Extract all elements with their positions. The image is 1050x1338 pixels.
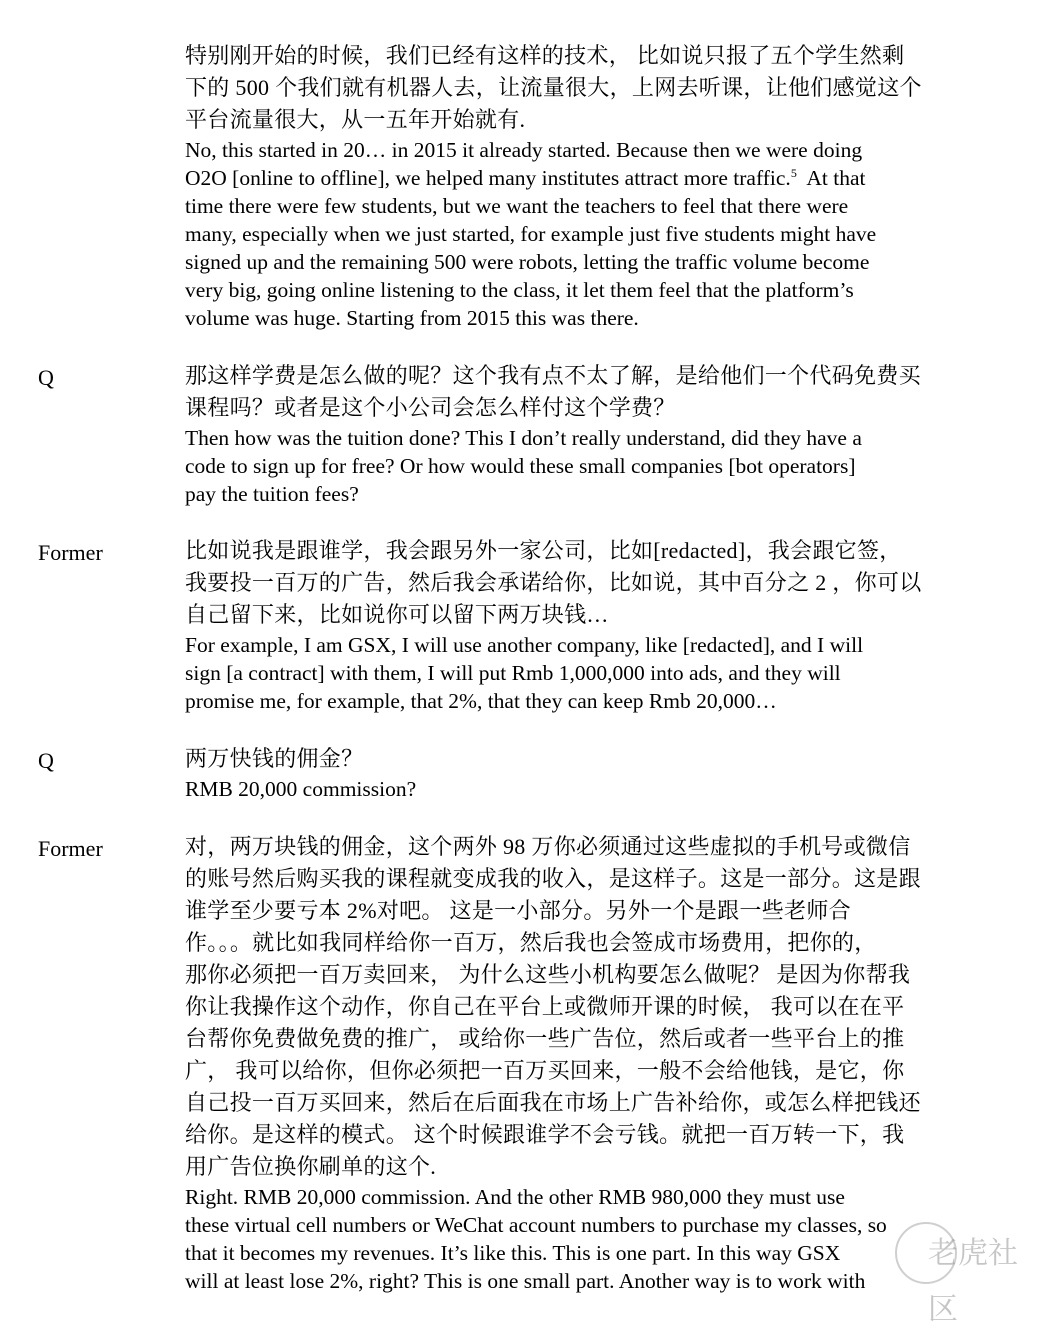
text-line: 下的 500 个我们就有机器人去，让流量很大，上网去听课，让他们感觉这个 bbox=[185, 75, 922, 100]
text-line: code to sign up for free? Or how would these small companies [bot operators] bbox=[185, 454, 856, 478]
text-line: sign [a contract] with them, I will put Rmb 1,000,000 into ads, and they will bbox=[185, 661, 841, 685]
chinese-text bbox=[185, 743, 1000, 775]
text-segment: O2O [online to offline], we helped many institutes attract more traffic. bbox=[185, 166, 791, 190]
text-line: signed up and the remaining 500 were robots, letting the traffic volume become bbox=[185, 250, 870, 274]
entry-body bbox=[185, 743, 1000, 803]
text-line: 对，两万块钱的佣金，这个两外 98 万你必须通过这些虚拟的手机号或微信 bbox=[185, 834, 911, 859]
text-line: time there were few students, but we want the teachers to feel that there were bbox=[185, 194, 849, 218]
text-line: 自己投一百万买回来，然后在后面我在市场上广告补给你，或怎么样把钱还 bbox=[185, 1090, 921, 1115]
text-line: 特别刚开始的时候，我们已经有这样的技术， 比如说只报了五个学生然剩 bbox=[185, 43, 905, 68]
watermark: 老虎社区 bbox=[928, 1236, 1018, 1327]
text-line: that it becomes my revenues. It’s like this. This is one part. In this way GSX bbox=[185, 1241, 841, 1265]
text-line: 台帮你免费做免费的推广， 或给你一些广告位，然后或者一些平台上的推 bbox=[185, 1026, 905, 1051]
text-line: volume was huge. Starting from 2015 this was there. bbox=[185, 306, 639, 330]
text-line: 课程吗？或者是这个小公司会怎么样付这个学费？ bbox=[185, 395, 676, 420]
chinese-text bbox=[185, 831, 1000, 1183]
text-line: 用广告位换你刷单的这个. bbox=[185, 1154, 437, 1179]
text-line: many, especially when we just started, for example just five students might have bbox=[185, 222, 877, 246]
text-line: 广， 我可以给你，但你必须把一百万买回来，一般不会给他钱，是它，你 bbox=[185, 1058, 905, 1083]
text-line: 比如说我是跟谁学，我会跟另外一家公司，比如[redacted]，我会跟它签， bbox=[185, 538, 902, 563]
text-line: 作。。。就比如我同样给你一百万，然后我也会签成市场费用，把你的， bbox=[185, 930, 877, 955]
english-text bbox=[185, 424, 1000, 508]
text-line: 自己留下来，比如说你可以留下两万块钱… bbox=[185, 602, 609, 627]
chinese-text bbox=[185, 360, 1000, 424]
watermark-logo-icon bbox=[895, 1222, 957, 1284]
text-segment: At that bbox=[796, 166, 866, 190]
text-line: 那你必须把一百万卖回来， 为什么这些小机构要怎么做呢？ 是因为你帮我 bbox=[185, 962, 911, 987]
speaker-label: Former bbox=[38, 836, 103, 861]
english-text bbox=[185, 1183, 1000, 1295]
text-line: these virtual cell numbers or WeChat account numbers to purchase my classes, so bbox=[185, 1213, 887, 1237]
speaker-label: Q bbox=[38, 365, 54, 390]
english-text bbox=[185, 775, 1000, 803]
text-line: 那这样学费是怎么做的呢？这个我有点不太了解，是给他们一个代码免费买 bbox=[185, 363, 921, 388]
text-line: RMB 20,000 commission? bbox=[185, 777, 417, 801]
text-line: 的账号然后购买我的课程就变成我的收入，是这样子。这是一部分。这是跟 bbox=[185, 866, 921, 891]
entry-body bbox=[185, 360, 1000, 508]
entry-body bbox=[185, 831, 1000, 1295]
chinese-text bbox=[185, 40, 1000, 136]
text-line: 平台流量很大，从一五年开始就有. bbox=[185, 107, 526, 132]
text-line: very big, going online listening to the class, it let them feel that the platform’s bbox=[185, 278, 854, 302]
speaker-label: Q bbox=[38, 748, 54, 773]
entry-body bbox=[185, 40, 1000, 332]
text-line: pay the tuition fees? bbox=[185, 482, 359, 506]
text-line: will at least lose 2%, right? This is one small part. Another way is to work with bbox=[185, 1269, 866, 1293]
text-line: Right. RMB 20,000 commission. And the other RMB 980,000 they must use bbox=[185, 1185, 845, 1209]
chinese-text bbox=[185, 535, 1000, 631]
text-line: 我要投一百万的广告，然后我会承诺给你，比如说，其中百分之 2 ，你可以 bbox=[185, 570, 922, 595]
text-line: 给你。是这样的模式。 这个时候跟谁学不会亏钱。就把一百万转一下，我 bbox=[185, 1122, 905, 1147]
entry-body bbox=[185, 535, 1000, 715]
text-line: Then how was the tuition done? This I don’t really understand, did they have a bbox=[185, 426, 862, 450]
english-text bbox=[185, 631, 1000, 715]
footnote-reference[interactable]: 5 bbox=[790, 165, 797, 180]
english-text bbox=[185, 136, 1000, 332]
text-line: 你让我操作这个动作，你自己在平台上或微师开课的时候， 我可以在在平 bbox=[185, 994, 905, 1019]
text-line: No, this started in 20… in 2015 it already started. Because then we were doing bbox=[185, 138, 863, 162]
text-line: 两万快钱的佣金？ bbox=[185, 746, 364, 771]
text-line: 谁学至少要亏本 2%对吧。 这是一小部分。另外一个是跟一些老师合 bbox=[185, 898, 851, 923]
text-line: For example, I am GSX, I will use another company, like [redacted], and I will bbox=[185, 633, 864, 657]
text-line bbox=[185, 164, 1000, 192]
text-line: promise me, for example, that 2%, that they can keep Rmb 20,000… bbox=[185, 689, 777, 713]
speaker-label: Former bbox=[38, 540, 103, 565]
